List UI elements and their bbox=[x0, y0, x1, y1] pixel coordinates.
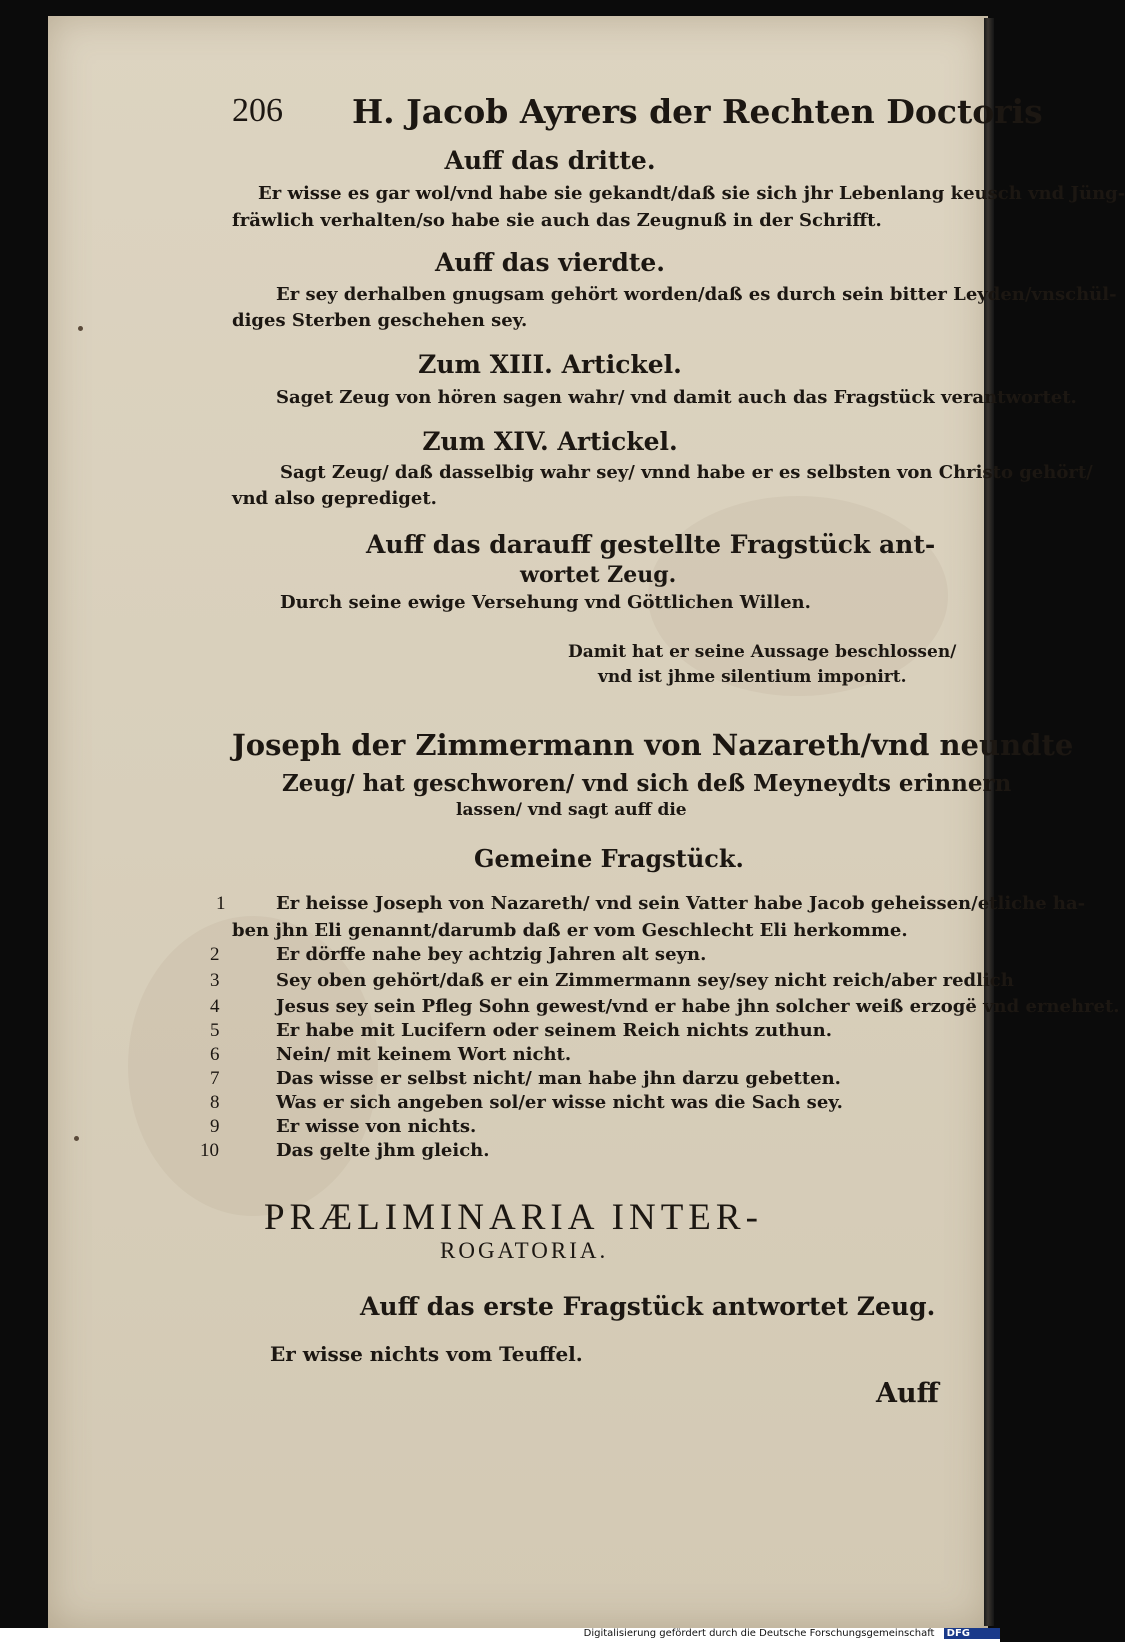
item-number: 2 bbox=[210, 944, 220, 965]
item-number: 9 bbox=[210, 1116, 220, 1137]
item-line: ben jhn Eli genannt/darumb daß er vom Geschlecht Eli herkomme. bbox=[232, 920, 908, 941]
closing-note: Damit hat er seine Aussage beschlossen/ bbox=[568, 642, 957, 662]
digitization-footer bbox=[0, 1628, 1000, 1642]
item-number: 4 bbox=[210, 996, 220, 1017]
section-heading: Auff das darauff gestellte Fragstück ant- bbox=[366, 530, 936, 559]
item-number: 10 bbox=[200, 1140, 219, 1161]
page-number: 206 bbox=[232, 92, 283, 129]
item-line: Was er sich angeben sol/er wisse nicht was die Sach sey. bbox=[276, 1092, 843, 1113]
section-line: vnd also geprediget. bbox=[232, 488, 437, 509]
common-heading: Gemeine Fragstück. bbox=[474, 844, 744, 873]
item-line: Das wisse er selbst nicht/ man habe jhn darzu gebetten. bbox=[276, 1068, 841, 1089]
item-line: Nein/ mit keinem Wort nicht. bbox=[276, 1044, 572, 1065]
item-number: 7 bbox=[210, 1068, 220, 1089]
item-number: 5 bbox=[210, 1020, 220, 1041]
item-number: 6 bbox=[210, 1044, 220, 1065]
item-number: 3 bbox=[210, 970, 220, 991]
page-edge bbox=[984, 18, 994, 1626]
item-line: Sey oben gehört/daß er ein Zimmermann sey/sey nicht reich/aber redlich bbox=[276, 970, 1014, 991]
witness-title: Joseph der Zimmermann von Nazareth/vnd neundte bbox=[232, 728, 1074, 762]
section-line: Er wisse nichts vom Teuffel. bbox=[270, 1342, 583, 1366]
section-line: fräwlich verhalten/so habe sie auch das Zeugnuß in der Schrifft. bbox=[232, 210, 882, 231]
footer-text: Digitalisierung gefördert durch die Deutsche Forschungsgemeinschaft bbox=[583, 1628, 935, 1639]
item-line: Er wisse von nichts. bbox=[276, 1116, 477, 1137]
section-heading: Zum XIII. Artickel. bbox=[418, 350, 682, 379]
page-mark-dot bbox=[74, 1136, 79, 1141]
section-heading: Auff das dritte. bbox=[444, 146, 656, 175]
dfg-logo: DFG bbox=[944, 1628, 1000, 1639]
section-line: Durch seine ewige Versehung vnd Göttlichen Willen. bbox=[280, 592, 811, 613]
item-line: Das gelte jhm gleich. bbox=[276, 1140, 490, 1161]
section-heading: Auff das vierdte. bbox=[435, 248, 665, 277]
item-number: 8 bbox=[210, 1092, 220, 1113]
item-line: Jesus sey sein Pfleg Sohn gewest/vnd er habe jhn solcher weiß erzogë vnd ernehret. bbox=[276, 996, 1120, 1017]
section-line: Sagt Zeug/ daß dasselbig wahr sey/ vnnd habe er es selbsten von Christo gehört/ bbox=[280, 462, 1093, 483]
section-line: Er sey derhalben gnugsam gehört worden/daß es durch sein bitter Leyden/vnschül- bbox=[276, 284, 1117, 305]
catchword: Auff bbox=[876, 1378, 939, 1409]
item-line: Er habe mit Lucifern oder seinem Reich nichts zuthun. bbox=[276, 1020, 833, 1041]
page-mark-dot bbox=[78, 326, 83, 331]
latin-heading: ROGATORIA. bbox=[440, 1238, 609, 1263]
item-line: Er heisse Joseph von Nazareth/ vnd sein Vatter habe Jacob geheissen/etliche ha- bbox=[276, 893, 1086, 914]
witness-title: lassen/ vnd sagt auff die bbox=[456, 800, 687, 820]
section-line: diges Sterben geschehen sey. bbox=[232, 310, 528, 331]
section-line: Er wisse es gar wol/vnd habe sie gekandt/daß sie sich jhr Lebenlang keusch vnd Jüng- bbox=[258, 183, 1125, 204]
running-title: H. Jacob Ayrers der Rechten Doctoris bbox=[352, 92, 1043, 131]
closing-note: vnd ist jhme silentium imponirt. bbox=[598, 667, 907, 687]
item-number: 1 bbox=[216, 893, 226, 914]
witness-title: Zeug/ hat geschworen/ vnd sich deß Meyneydts erinnern bbox=[282, 770, 1012, 797]
section-heading: Zum XIV. Artickel. bbox=[422, 427, 678, 456]
section-heading: wortet Zeug. bbox=[520, 562, 677, 588]
section-heading: Auff das erste Fragstück antwortet Zeug. bbox=[360, 1292, 936, 1321]
section-line: Saget Zeug von hören sagen wahr/ vnd damit auch das Fragstück verantwortet. bbox=[276, 387, 1077, 408]
item-line: Er dörffe nahe bey achtzig Jahren alt seyn. bbox=[276, 944, 707, 965]
latin-heading: PRÆLIMINARIA INTER- bbox=[264, 1197, 763, 1238]
